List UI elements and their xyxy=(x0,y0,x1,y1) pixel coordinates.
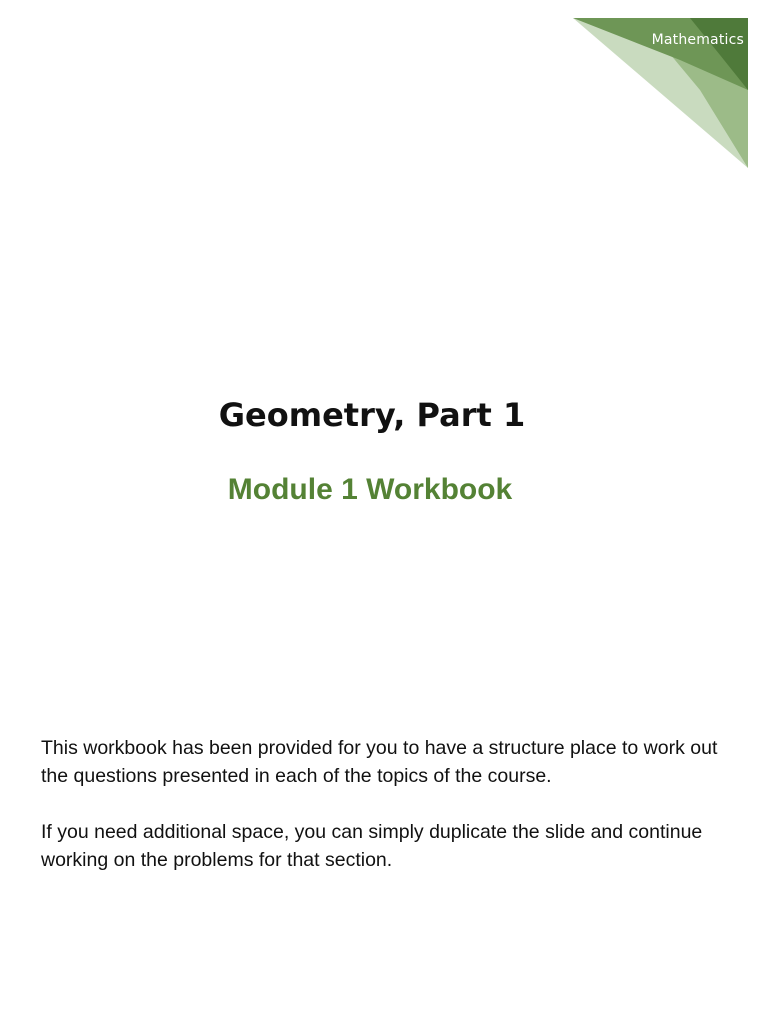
page-title: Geometry, Part 1 xyxy=(218,396,526,434)
intro-paragraph-2: If you need additional space, you can simply duplicate the slide and continue working on the problems for that section. xyxy=(41,821,703,871)
intro-paragraph-1: This workbook has been provided for you to have a structure place to work out the questions presented in each of the topics of the course. xyxy=(41,737,718,787)
corner-decoration xyxy=(0,0,768,200)
page-subtitle: Module 1 Workbook xyxy=(227,473,513,506)
subject-label: Mathematics xyxy=(651,32,744,48)
intro-text xyxy=(41,734,741,902)
